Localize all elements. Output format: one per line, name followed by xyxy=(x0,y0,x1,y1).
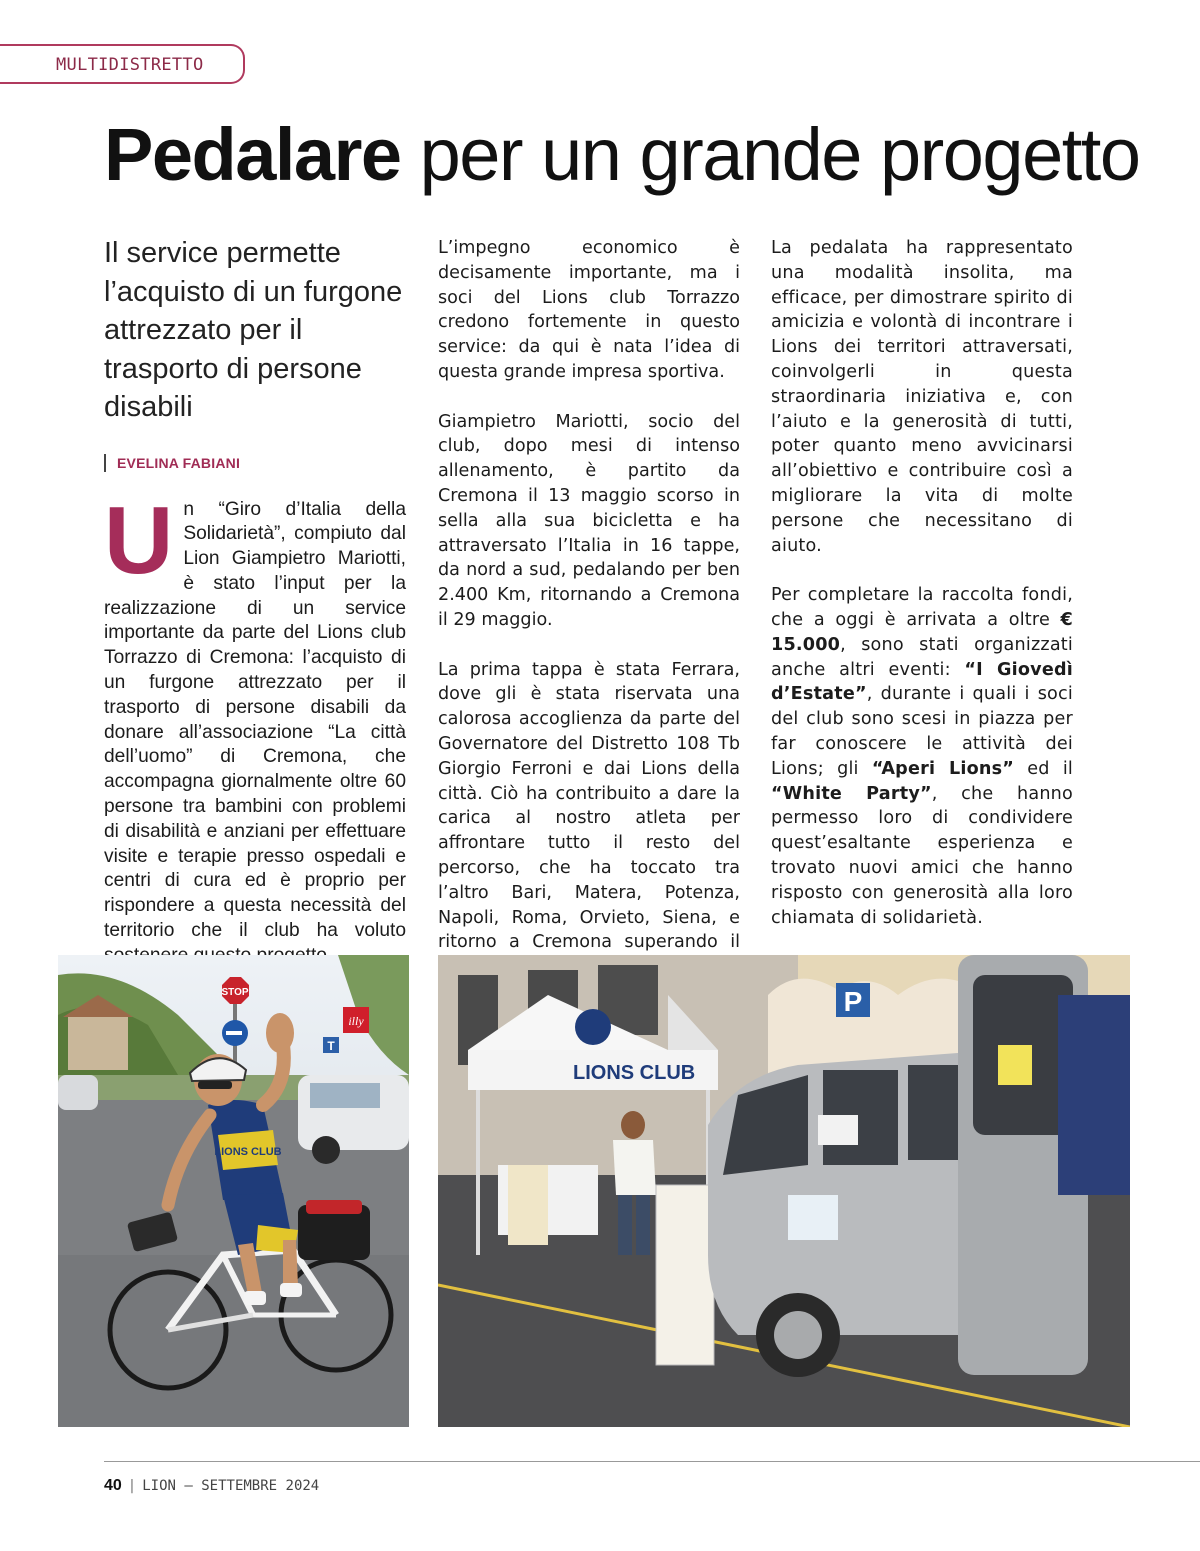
footer-rule xyxy=(104,1461,1200,1462)
drop-cap: U xyxy=(104,486,174,594)
sign-t-text: T xyxy=(327,1039,335,1053)
event-aperi-lions: “Aperi Lions” xyxy=(871,758,1015,779)
footer: 40 | LION – SETTEMBRE 2024 xyxy=(104,1477,320,1494)
p6-text-e: , che hanno permesso loro di condividere quest’esaltante esperienza e trovato nuovi amici che hanno risposto con generosità alla loro chiamata di solidarietà. xyxy=(771,783,1073,928)
byline-bar xyxy=(104,454,106,472)
parking-sign-text: P xyxy=(843,986,863,1017)
jersey-text: LIONS CLUB xyxy=(214,1146,282,1158)
fundraising-amount: € 15.000 xyxy=(771,609,1073,655)
page-number: 40 xyxy=(104,1477,122,1494)
p6-text-b: , sono stati organizzati anche altri eventi: xyxy=(771,634,1073,680)
column-3 xyxy=(771,236,1073,930)
p6-text-a: Per completare la raccolta fondi, che a oggi è arrivata a oltre xyxy=(771,585,1073,630)
section-label: MULTIDISTRETTO xyxy=(56,55,204,75)
lead-text: n “Giro d’Italia della Solidarietà”, compiuto dal Lion Giampietro Mariotti, è stato l’input per la realizzazione di un service importante da parte del Lions club Torrazzo di Cremona: l’acquisto di un furgone attrezzato per il trasporto di persone disabili da donare all’associazione “La città dell’uomo” di Cremona, che accompagna giornalmente oltre 60 persone tra bambini con problemi di disabilità e anziani per effettuare visite e terapie presso ospedali e centri di cura ed è proprio per rispondere a questa necessità del territorio che il club ha voluto xyxy=(104,498,406,942)
magazine-issue: LION – SETTEMBRE 2024 xyxy=(142,1478,320,1494)
section-tab xyxy=(0,44,245,84)
photo-lions-stand xyxy=(438,955,1130,1427)
byline xyxy=(104,453,406,473)
column-1 xyxy=(104,234,406,969)
subtitle: Il service permette l’acquisto di un furgone attrezzato per il trasporto di persone disabili xyxy=(104,237,403,423)
event-white-party: “White Party” xyxy=(771,783,932,804)
stop-sign-text: STOP xyxy=(221,987,249,998)
event-giovedi: “I Giovedì d’Estate” xyxy=(771,659,1073,705)
lead-paragraph xyxy=(104,486,406,969)
headline-bold: Pedalare xyxy=(104,113,401,196)
paragraph-5: La pedalata ha rappresentato una modalità insolita, ma efficace, per dimostrare spirito di amicizia e volontà di incontrare i Lions dei territori attraversati, coinvolgerli in questa straordinaria iniziativa e, con l’aiuto e la generosità di tutti, poter quanto meno avvicinarsi all’obiettivo e contribuire così a migliorare la vita di molte persone che necessitano di aiuto. xyxy=(771,238,1073,556)
brand-sign-text: illy xyxy=(348,1014,364,1028)
p6-text-c: , durante i quali i soci del club sono scesi in piazza per far conoscere le attività dei Lions; gli xyxy=(771,684,1073,779)
paragraph-6 xyxy=(771,583,1073,930)
author-name: EVELINA FABIANI xyxy=(117,454,241,471)
paragraph-2: L’impegno economico è decisamente importante, ma i soci del Lions club Torrazzo credono fortemente in questo service: da qui è nata l’idea di questa grande impresa sportiva. xyxy=(438,238,740,382)
paragraph-4: La prima tappa è stata Ferrara, dove gli è stata riservata una calorosa accoglienza da parte del Governatore del Distretto 108 Tb Giorgio Ferroni e dai Lions della città. Ciò ha contribuito a dare la carica al nostro atleta per affrontare tutto il resto del percorso, che ha toccato tra l’altro Bari, Matera, Potenza, Napoli, Roma, Orvieto, Siena, e ritorno a Cremona superando il xyxy=(438,659,740,953)
column-2 xyxy=(438,236,740,980)
headline-rest: per un grande progetto xyxy=(419,113,1140,196)
photo-cyclist xyxy=(58,955,409,1427)
headline xyxy=(104,110,1140,200)
stand-illustration xyxy=(438,955,1130,1427)
paragraph-3: Giampietro Mariotti, socio del club, dopo mesi di intenso allenamento, è partito da Cremona il 13 maggio scorso in sella alla sua bicicletta e ha attraversato l’Italia in 16 tappe, da nord a sud, pedalando per ben 2.400 Km, ritornando a Cremona il 29 maggio. xyxy=(438,411,740,630)
cyclist-illustration xyxy=(58,955,409,1427)
tent-text: LIONS CLUB xyxy=(573,1062,696,1084)
p6-text-d: ed il xyxy=(1014,758,1074,779)
